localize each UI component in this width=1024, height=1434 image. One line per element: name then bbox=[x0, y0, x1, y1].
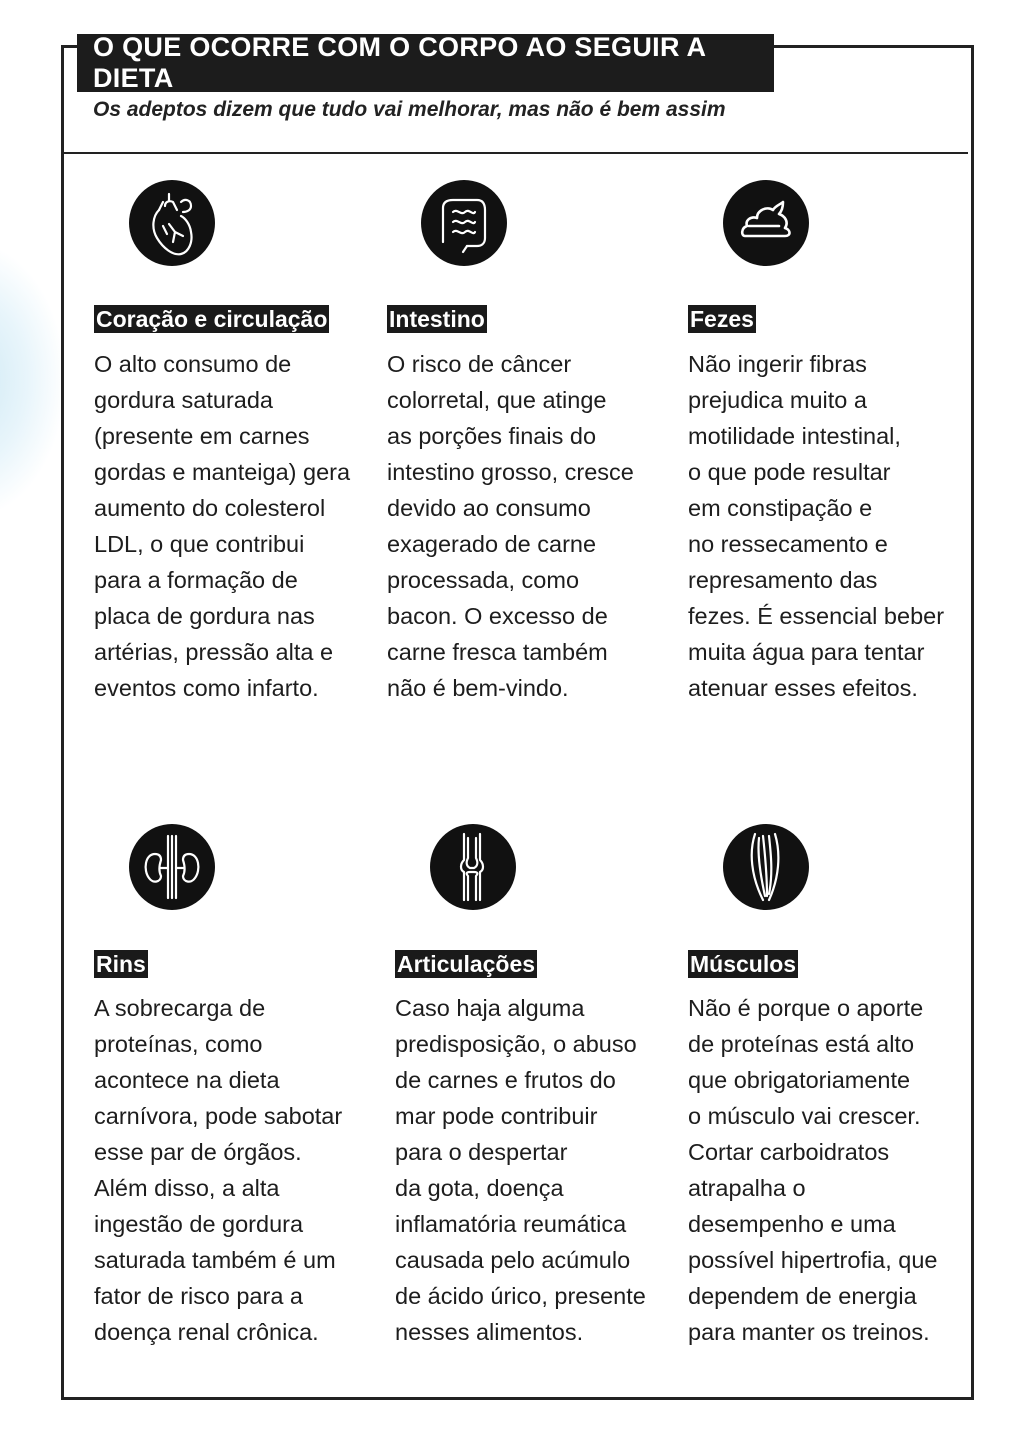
card-title-feces: Fezes bbox=[690, 306, 754, 332]
card-title-joints: Articulações bbox=[397, 951, 536, 977]
joints-icon bbox=[430, 824, 516, 910]
header-divider bbox=[61, 152, 968, 154]
page-title-text: O QUE OCORRE COM O CORPO AO SEGUIR A DIETA bbox=[93, 32, 706, 93]
kidneys-icon bbox=[129, 824, 215, 910]
card-title-intestine: Intestino bbox=[389, 306, 485, 332]
page-subtitle: Os adeptos dizem que tudo vai melhorar, mas não é bem assim bbox=[93, 98, 726, 121]
card-body-kidneys: A sobrecarga de proteínas, como acontece na dieta carnívora, pode sabotar esse par de órgãos. Além disso, a alta ingestão de gordura saturada também é um fator de risco para a doença renal crônica. bbox=[94, 995, 343, 1345]
background-glow bbox=[0, 250, 60, 510]
feces-icon bbox=[723, 180, 809, 266]
muscle-icon bbox=[723, 824, 809, 910]
heart-icon bbox=[129, 180, 215, 266]
card-body-joints: Caso haja alguma predisposição, o abuso de carnes e frutos do mar pode contribuir para o despertar da gota, doença inflamatória reumática causada pelo acúmulo de ácido úrico, presente nesses alimentos. bbox=[395, 995, 646, 1345]
page-title bbox=[77, 34, 774, 92]
card-body-heart: O alto consumo de gordura saturada (presente em carnes gordas e manteiga) gera aumento do colesterol LDL, o que contribui para a formação de placa de gordura nas artérias, pressão alta e eventos como infarto. bbox=[94, 351, 351, 701]
card-title-heart: Coração e circulação bbox=[96, 306, 328, 332]
card-body-feces: Não ingerir fibras prejudica muito a motilidade intestinal, o que pode resultar em constipação e no ressecamento e represamento das fezes. É essencial beber muita água para tentar atenuar esses efeitos. bbox=[688, 351, 945, 701]
card-title-kidneys: Rins bbox=[96, 951, 146, 977]
card-body-muscle: Não é porque o aporte de proteínas está alto que obrigatoriamente o músculo vai crescer. Cortar carboidratos atrapalha o desempenho e uma possível hipertrofia, que dependem de energia para manter os treinos. bbox=[688, 995, 938, 1345]
card-body-intestine: O risco de câncer colorretal, que atinge as porções finais do intestino grosso, cresce devido ao consumo exagerado de carne processada, como bacon. O excesso de carne fresca também não é bem-vindo. bbox=[387, 351, 634, 701]
card-title-muscle: Músculos bbox=[690, 951, 797, 977]
intestine-icon bbox=[421, 180, 507, 266]
